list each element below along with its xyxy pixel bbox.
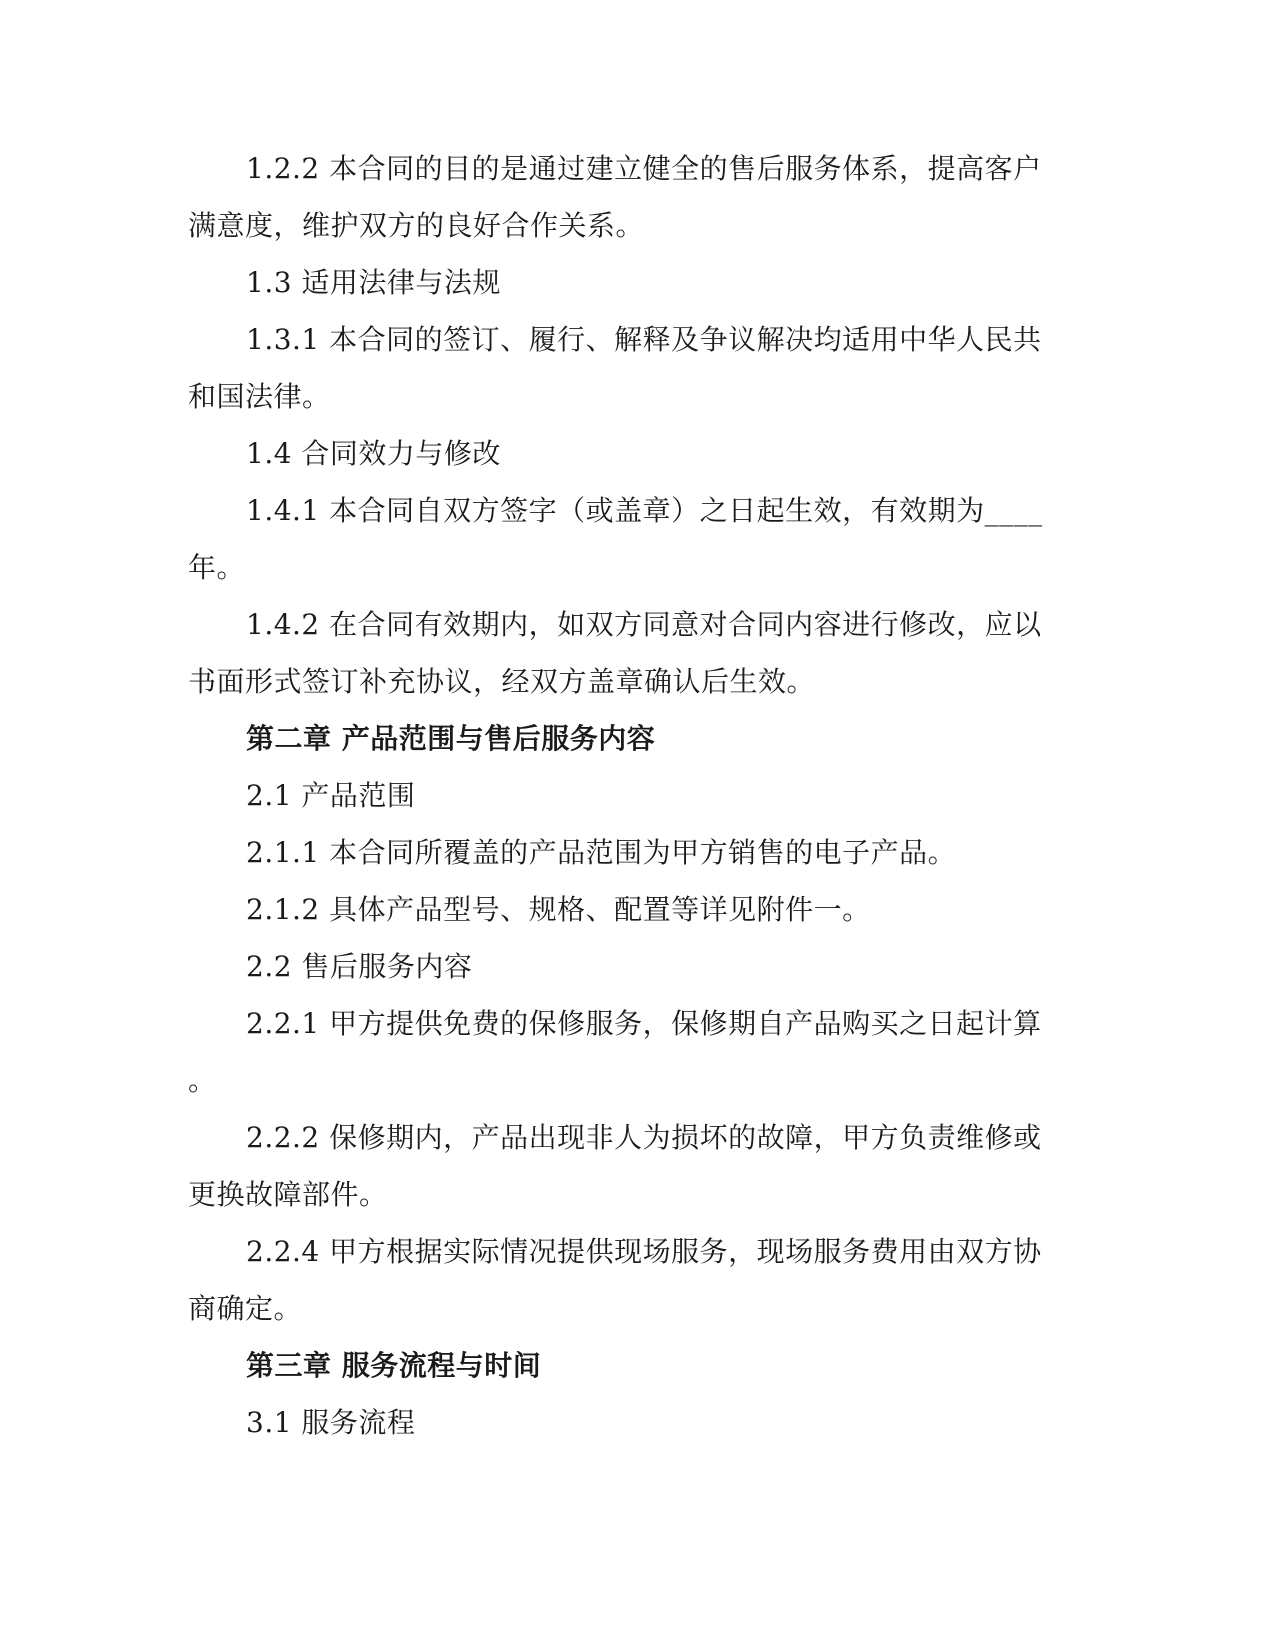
clause-2-1-2: 2.1.2 具体产品型号、规格、配置等详见附件一。 [246,893,871,926]
section-2-1-title: 2.1 产品范围 [246,779,416,812]
clause-1-4-2-line-2: 书面形式签订补充协议，经双方盖章确认后生效。 [188,665,816,698]
clause-2-2-1-line-2: 。 [188,1064,217,1097]
chapter-3-heading: 第三章 服务流程与时间 [246,1349,542,1382]
document-body [188,140,1058,1451]
clause-2-1-1: 2.1.1 本合同所覆盖的产品范围为甲方销售的电子产品。 [246,836,957,869]
clause-2-2-1-line-1: 2.2.1 甲方提供免费的保修服务，保修期自产品购买之日起计算 [246,1007,1042,1040]
clause-2-2-2-line-2: 更换故障部件。 [188,1178,388,1211]
section-2-2-title: 2.2 售后服务内容 [246,950,473,983]
section-1-3-title: 1.3 适用法律与法规 [246,266,501,299]
clause-1-4-1-line-1: 1.4.1 本合同自双方签字（或盖章）之日起生效，有效期为____ [246,494,1043,527]
clause-2-2-4-line-1: 2.2.4 甲方根据实际情况提供现场服务，现场服务费用由双方协 [246,1235,1042,1268]
clause-2-2-2-line-1: 2.2.2 保修期内，产品出现非人为损坏的故障，甲方负责维修或 [246,1121,1042,1154]
clause-1-4-1-line-2: 年。 [188,551,246,584]
clause-1-3-1-line-2: 和国法律。 [188,380,331,413]
clause-1-3-1-line-1: 1.3.1 本合同的签订、履行、解释及争议解决均适用中华人民共 [246,323,1042,356]
clause-1-4-2-line-1: 1.4.2 在合同有效期内，如双方同意对合同内容进行修改，应以 [246,608,1042,641]
clause-1-2-2-line-1: 1.2.2 本合同的目的是通过建立健全的售后服务体系，提高客户 [246,152,1042,185]
clause-1-2-2-line-2: 满意度，维护双方的良好合作关系。 [188,209,645,242]
section-3-1-title: 3.1 服务流程 [246,1406,416,1439]
chapter-2-heading: 第二章 产品范围与售后服务内容 [246,722,656,755]
section-1-4-title: 1.4 合同效力与修改 [246,437,501,470]
clause-2-2-4-line-2: 商确定。 [188,1292,303,1325]
